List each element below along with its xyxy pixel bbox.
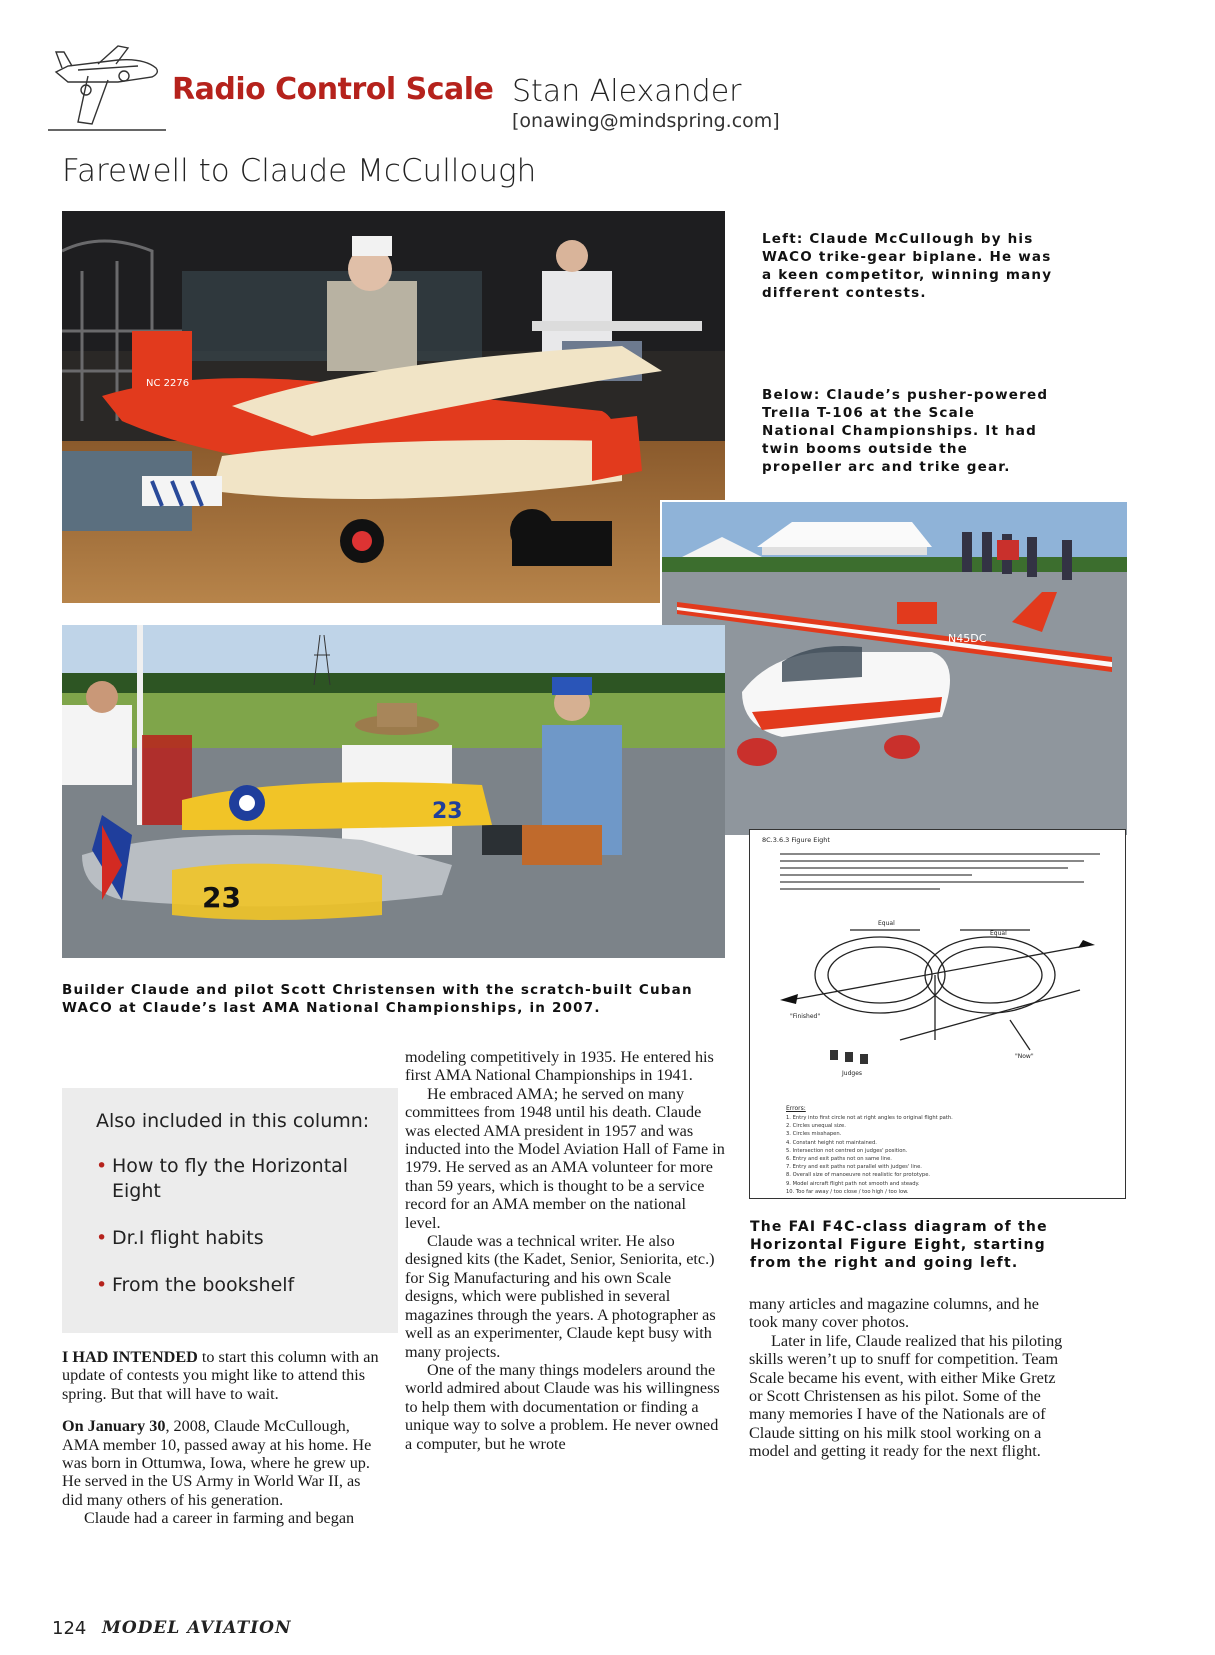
caption-waco-left: Left: Claude McCullough by his WACO trike-gear biplane. He was a keen competitor, winning many different contests. (762, 231, 1053, 301)
waco-registration: NC 2276 (146, 378, 190, 389)
paragraph-5: Claude was a technical writer. He also designed kits (the Kadet, Senior, Seniorita, etc.) for Sig Manufacturing and his own Scale designs, which were published in several magazines through the years. A photographer as well as an experimenter, Claude kept busy with many projects. (405, 1232, 716, 1361)
column-logo (48, 42, 166, 134)
paragraph-3a: Claude had a career in farming and began (84, 1509, 355, 1528)
body-column-3 (749, 1295, 1069, 1461)
photo-trella-t106 (660, 500, 1129, 837)
diagram-errors-heading: Errors: (786, 1105, 806, 1112)
diagram-title: 8C.3.6.3 Figure Eight (762, 836, 830, 844)
trella-registration: N45DC (948, 632, 987, 645)
bullet-icon: • (96, 1155, 108, 1177)
diagram-intro-text (780, 848, 1100, 898)
diagram-error-item: 8. Overall size of manoeuvre not realistic for prototype. (786, 1172, 931, 1179)
paragraph-6a: One of the many things modelers around the world admired about Claude was his willingness to help them with documentation or finding a unique way to solve a problem. He never owned a computer, but he wrote (405, 1360, 720, 1453)
sidebar-title: Also included in this column: (96, 1110, 370, 1132)
sidebar-item-dri-flight: • Dr.I flight habits (96, 1227, 264, 1249)
bullet-icon: • (96, 1227, 108, 1249)
cuban-waco-number: 23 (202, 881, 241, 914)
diagram-error-item: 2. Circles unequal size. (786, 1123, 846, 1130)
sidebar-item-bookshelf: • From the bookshelf (96, 1274, 295, 1296)
dc3-airplane-icon (48, 42, 166, 134)
bullet-icon: • (96, 1274, 108, 1296)
paragraph-4: He embraced AMA; he served on many committees from 1948 until his death. Claude was elected AMA president in 1957 and was inducted into the Model Aviation Hall of Fame in 1979. He served as an AMA volunteer for more than 59 years, which is thought to be a service record for an AMA member on the national level. (405, 1084, 725, 1232)
photo-cuban-waco (62, 625, 725, 958)
diagram-error-item: 3. Circles misshapen. (786, 1131, 842, 1138)
sidebar-item-horizontal-eight: • How to fly the Horizontal Eight (96, 1155, 349, 1202)
author-email: [onawing@mindspring.com] (512, 110, 780, 132)
photo-waco-biplane (62, 211, 725, 603)
diagram-label-equal-1: Equal (878, 920, 895, 927)
diagram-error-item: 5. Intersection not centred on judges' position. (786, 1147, 908, 1154)
paragraph-3b: modeling competitively in 1935. He entered his first AMA National Championships in 1941. (405, 1048, 714, 1085)
author-name: Stan Alexander (512, 74, 742, 109)
figure-eight-drawing (750, 900, 1125, 1100)
page-number: 124 (52, 1618, 87, 1639)
diagram-label-judges: Judges (842, 1070, 863, 1077)
diagram-label-now: "Now" (1015, 1053, 1034, 1060)
diagram-label-equal-2: Equal (990, 930, 1007, 937)
fai-figure-eight-diagram (749, 829, 1126, 1199)
diagram-errors-list (786, 1114, 1106, 1196)
paragraph-1: I HAD INTENDED to start this column with an update of contests you might like to attend this spring. But that will have to wait. (62, 1348, 379, 1403)
diagram-error-item: 9. Model aircraft flight path not smooth and steady. (786, 1180, 920, 1187)
diagram-error-item: 1. Entry into first circle not at right angles to original flight path. (786, 1115, 953, 1121)
magazine-name: MODEL AVIATION (102, 1618, 292, 1638)
diagram-label-finished: "Finished" (790, 1013, 821, 1020)
paragraph-6b: many articles and magazine columns, and he took many cover photos. (749, 1295, 1039, 1332)
diagram-error-item: 4. Constant height not maintained. (786, 1139, 877, 1146)
body-column-2 (405, 1048, 725, 1453)
body-column-1 (62, 1348, 382, 1528)
sidebar-also-included (62, 1088, 398, 1333)
caption-cuban-waco: Builder Claude and pilot Scott Christensen with the scratch-built Cuban WACO at Claude’s last AMA National Championships, in 2007. (62, 982, 693, 1016)
diagram-error-item: 7. Entry and exit paths not parallel with judges' line. (786, 1164, 922, 1171)
paragraph-2: On January 30, 2008, Claude McCullough, AMA member 10, passed away at his home. He was born in Ottumwa, Iowa, where he grew up. He served in the US Army in World War II, as did many others of his generation. (62, 1417, 372, 1509)
column-title: Radio Control Scale (172, 72, 494, 107)
diagram-error-item: 6. Entry and exit paths not on same line. (786, 1156, 892, 1163)
caption-fai-diagram: The FAI F4C-class diagram of the Horizontal Figure Eight, starting from the right and going left. (750, 1219, 1048, 1271)
paragraph-7: Later in life, Claude realized that his piloting skills weren’t up to snuff for competition. Team Scale became his event, with either Mike Gretz or Scott Christensen as his pilot. Some of the many memories I have of the Nationals are of Claude sitting on his milk stool working on a model and getting it ready for the next flight. (749, 1331, 1063, 1461)
article-headline: Farewell to Claude McCullough (62, 153, 537, 189)
diagram-error-item: 10. Too far away / too close / too high / too low. (786, 1188, 909, 1195)
caption-trella-below: Below: Claude’s pusher-powered Trella T-106 at the Scale National Championships. It had twin booms outside the propeller arc and trike gear. (762, 387, 1049, 475)
cuban-waco-wing-number: 23 (432, 799, 463, 824)
